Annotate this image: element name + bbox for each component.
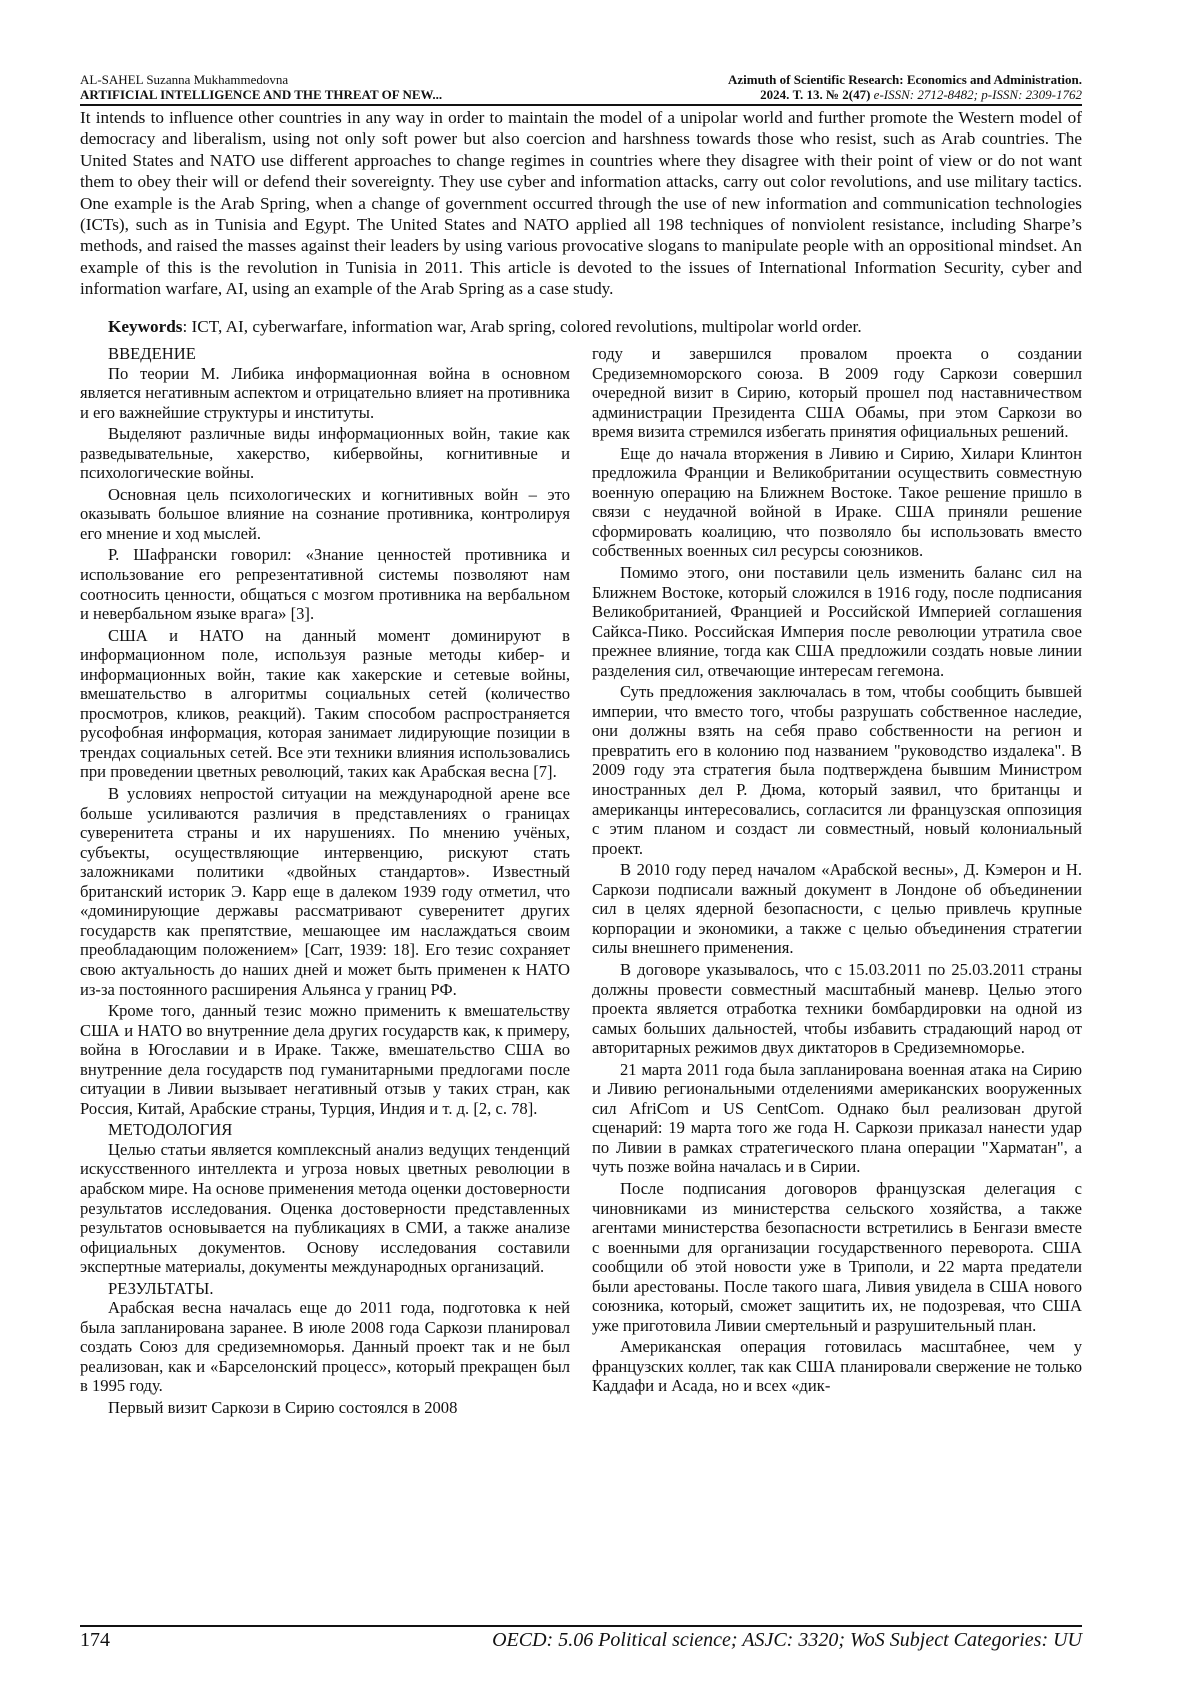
paragraph: Кроме того, данный тезис можно применить к вмешательству США и НАТО во внутренние дела других государств как, к примеру, война в Югославии и в Ираке. Также, вмешательство США во внутренние дела государств под гуманитарными предлогами после ситуации в Ливии вызывает негативный отзыв у таких стран, как Россия, Китай, Арабские страны, Турция, Индия и т. д. [2, с. 78]. (80, 1001, 570, 1118)
section-heading-results: РЕЗУЛЬТАТЫ. (108, 1278, 214, 1298)
abstract (80, 107, 1082, 300)
paragraph: В договоре указывалось, что с 15.03.2011 по 25.03.2011 страны должны провести совместный масштабный маневр. Целью этого проекта является отработка техники бомбардировки на одной из самых больших дальностей, чтобы избавить страдающий народ от авторитарных режимов двух диктаторов в Средиземноморье. (592, 959, 1082, 1058)
paragraph: Р. Шафрански говорил: «Знание ценностей противника и использование его репрезентативной системы позволяют нам соотносить ценности, общаться с мозгом противника на вербальном и невербальном языке врага» [3]. (80, 545, 570, 624)
footer-classification: OECD: 5.06 Political science; ASJC: 3320; WoS Subject Categories: UU (492, 1629, 1082, 1651)
paragraph: США и НАТО на данный момент доминируют в информационном поле, используя разные методы кибер- и информационных войн, такие как хакерские и сетевые войны, вмешательство в алгоритмы социальных сетей (количество просмотров, кликов, реакций). Таким способом распространяется русофобная информация, которая занимает лидирующие позиции в трендах социальных сетей. Все эти техники влияния использовались при проведении цветных революций, таких как Арабская весна [7]. (80, 625, 570, 782)
keywords-label: Keywords (108, 317, 183, 336)
paragraph: Еще до начала вторжения в Ливию и Сирию, Хилари Клинтон предложила Франции и Великобритании осуществить совместную военную операцию на Ближнем Востоке. Такое решение пришло в связи с неудачной войной в Ираке. США приняли решение сформировать коалицию, что позволяло бы использовать вместо собственных военных сил ресурсы союзников. (592, 443, 1082, 561)
paragraph: Основная цель психологических и когнитивных войн – это оказывать большое влияние на сознание противника, контролируя его мнение и ход мыслей. (80, 484, 570, 543)
header-divider (80, 104, 1082, 106)
paragraph: Арабская весна началась еще до 2011 года, подготовка к ней была запланирована заранее. В июле 2008 года Саркози планировал создать Союз для средиземноморья. Данный проект так и не был реализован, как и «Барселонский процесс», который прекращен был в 1995 году. (80, 1298, 570, 1396)
abstract-text: It intends to influence other countries in any way in order to maintain the model of a unipolar world and further promote the Western model of democracy and liberalism, using not only soft power but also coercion and harshness towards those who resist, such as Arab countries. The United States and NATO use different approaches to change regimes in countries where they disagree with their point of view or do not want them to obey their will or defend their sovereignty. They use cyber and information attacks, carry out color revolutions, and use military tactics. One example is the Arab Spring, when a change of government occurred through the use of new information and communication technologies (ICTs), such as in Tunisia and Egypt. The United States and NATO applied all 198 techniques of nonviolent resistance, including Sharpe’s methods, and raised the masses against their leaders by using various provocative slogans to manipulate people with an oppositional mindset. An example of this is the revolution in Tunisia in 2011. This article is devoted to the issues of International Information Security, cyber and information warfare, AI, using an example of the Arab Spring as a case study. (80, 108, 1082, 299)
left-column (80, 344, 570, 1420)
header-author: AL-SAHEL Suzanna Mukhammedovna (80, 72, 289, 87)
paragraph: Американская операция готовилась масштабнее, чем у французских коллег, так как США планировали свержение не только Каддафи и Асада, но и всех «дик- (592, 1337, 1082, 1396)
section-heading-methodology: МЕТОДОЛОГИЯ (108, 1120, 233, 1140)
header-author-block (80, 72, 442, 102)
paragraph: Помимо этого, они поставили цель изменить баланс сил на Ближнем Востоке, который сложился в 1916 году, после подписания Великобританией, Францией и Российской Империей соглашения Сайкса-Пико. Российская Империя после революции утратила свое прежнее влияние, тогда как США предложили создать новые линии разделения сил, отвечающие интересам гегемона. (592, 563, 1082, 680)
paragraph: Целью статьи является комплексный анализ ведущих тенденций искусственного интеллекта и угроза новых цветных революции в арабском мире. На основе применения метода оценки достоверности результатов исследования. Оценка достоверности представленных результатов основывается на публикациях в СМИ, а также анализе официальных документов. Основу исследования составили экспертные материалы, документы международных организаций. (80, 1139, 570, 1277)
header-issn: e-ISSN: 2712-8482; p-ISSN: 2309-1762 (873, 87, 1082, 102)
keywords-list: : ICT, AI, cyberwarfare, information war, Arab spring, colored revolutions, multipolar world order. (182, 317, 862, 336)
running-header (80, 72, 1082, 102)
header-journal: Azimuth of Scientific Research: Economics and Administration. (728, 72, 1082, 87)
header-journal-block (728, 72, 1082, 102)
header-article-title: ARTIFICIAL INTELLIGENCE AND THE THREAT OF NEW... (80, 87, 443, 102)
paragraph-continued: году и завершился провалом проекта о создании Средиземноморского союза. В 2009 году Саркози совершил очередной визит в Сирию, который прошел под наставничеством администрации Президента США Обамы, при этом Саркози во время визита стремился избегать принятия официальных решений. (592, 344, 1082, 442)
paragraph: Первый визит Саркози в Сирию состоялся в 2008 (108, 1397, 458, 1417)
page-number: 174 (80, 1629, 110, 1651)
footer-divider (80, 1625, 1082, 1627)
keywords (80, 316, 1082, 337)
section-heading-introduction: ВВЕДЕНИЕ (108, 344, 196, 363)
paragraph: В условиях непростой ситуации на международной арене все больше усиливаются различия в представлениях о границах суверенитета страны и их нарушениях. По мнению учёных, субъекты, осуществляющие интервенцию, рискуют стать заложниками политики «двойных стандартов». Известный британский историк Э. Карр еще в далеком 1939 году отметил, что «доминирующие державы рассматривают суверенитет других государств как препятствие, мешающее им наслаждаться своим преобладающим положением» [Carr, 1939: 18]. Его тезис сохраняет свою актуальность до наших дней и может быть применен к НАТО из-за постоянного расширения Альянса у границ РФ. (80, 784, 570, 999)
header-issue: 2024. Т. 13. № 2(47) (760, 87, 871, 102)
paragraph: По теории М. Либика информационная война в основном является негативным аспектом и отрицательно влияет на противника и его важнейшие структуры и институты. (80, 363, 570, 422)
header-issue-line (728, 87, 1082, 102)
paragraph: 21 марта 2011 года была запланирована военная атака на Сирию и Ливию региональными отделениями американских вооруженных сил AfriCom и US CentCom. Однако был реализован другой сценарий: 19 марта того же года Н. Саркози приказал нанести удар по Ливии в рамках стратегического плана операции "Харматан", а чуть позже война началась и в Сирии. (592, 1059, 1082, 1177)
paragraph: Суть предложения заключалась в том, чтобы сообщить бывшей империи, что вместо того, чтобы разрушать собственное наследие, они должны взять на себя право собственности на регион и превратить его в колонию под названием "руководство издалека". В 2009 году эта стратегия была подтверждена бывшим Министром иностранных дел Р. Дюма, который заявил, что британцы и американцы интересовались, согласится ли французская оппозиция с этим планом и создаст ли совместный, новый колониальный проект. (592, 682, 1082, 858)
right-column (592, 344, 1082, 1398)
paragraph: После подписания договоров французская делегация с чиновниками из министерства сельского хозяйства, а также агентами министерства безопасности встретились в Бенгази вместе с военными для организации государственного переворота. США сообщили об этой новости уже в Триполи, и 22 марта предатели были арестованы. После такого шага, Ливия увидела в США нового союзника, который, сможет защитить их, не подозревая, что США уже приготовила Ливии смертельный и разрушительный план. (592, 1178, 1082, 1335)
paragraph: Выделяют различные виды информационных войн, такие как разведывательные, хакерство, кибервойны, когнитивные и психологические войны. (80, 424, 570, 483)
paragraph: В 2010 году перед началом «Арабской весны», Д. Кэмерон и Н. Саркози подписали важный документ в Лондоне об объединении сил в целях ядерной безопасности, с целью привлечь крупные корпорации и экономики, а также с целью объединения стратегии силы внешнего применения. (592, 860, 1082, 958)
